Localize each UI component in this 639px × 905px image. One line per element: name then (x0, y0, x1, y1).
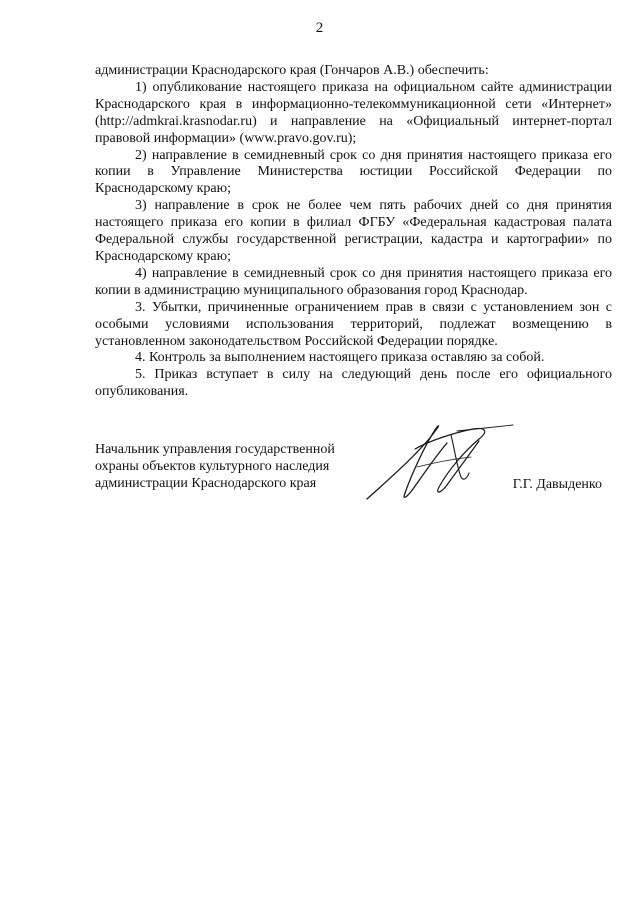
paragraph-item-4: 4) направление в семидневный срок со дня принятия настоящего приказа его копии в администрацию муниципального образования город Краснодар. (95, 265, 612, 298)
signer-name: Г.Г. Давыденко (512, 477, 602, 492)
paragraph-item-3: 3) направление в срок не более чем пять рабочих дней со дня принятия настоящего приказа его копии в филиал ФГБУ «Федеральная кадастровая палата Федеральной службы государственной регистрации, кадастра и картографии» по Краснодарскому краю; (95, 198, 612, 264)
signer-position-line: администрации Краснодарского края (95, 476, 317, 491)
paragraph-clause-3: 3. Убытки, причиненные ограничением прав в связи с установлением зон с особыми условиями использования территорий, подлежат возмещению в установленном законодательством Российской Федерации порядке. (95, 299, 612, 349)
handwritten-signature (357, 411, 517, 511)
signer-position-line: охраны объектов культурного наследия (95, 459, 330, 474)
paragraph-clause-4: 4. Контроль за выполнением настоящего приказа оставляю за собой. (135, 350, 545, 366)
document-body (95, 63, 612, 401)
signature-block (95, 441, 612, 511)
paragraph-item-1: 1) опубликование настоящего приказа на официальном сайте администрации Краснодарского края в информационно-телекоммуникационной сети «Интернет» (http://admkrai.krasnodar.ru) и направление на «Официальный интернет-портал правовой информации» (www.pravo.gov.ru); (95, 79, 612, 146)
paragraph-continuation: администрации Краснодарского края (Гончаров А.В.) обеспечить: (95, 63, 489, 78)
page-number: 2 (315, 20, 324, 36)
signer-position-line: Начальник управления государственной (95, 442, 335, 457)
paragraph-clause-5: 5. Приказ вступает в силу на следующий день после его официального опубликования. (95, 367, 612, 400)
paragraph-item-2: 2) направление в семидневный срок со дня принятия настоящего приказа его копии в Управление Министерства юстиции Российской Федерации по Краснодарскому краю; (95, 147, 612, 197)
